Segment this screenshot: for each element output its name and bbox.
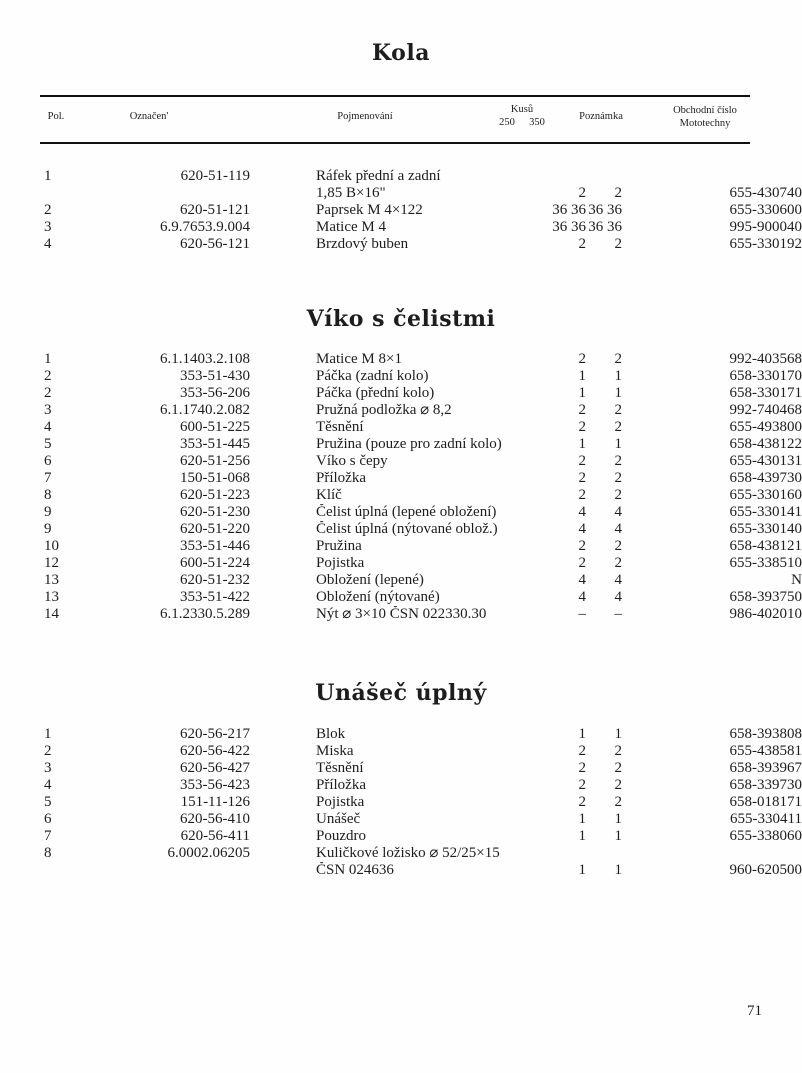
spacer-cell (622, 845, 662, 862)
qty-350-cell: 2 (614, 351, 622, 367)
spacer-cell (250, 743, 316, 760)
part-name-cell: Pojistka (316, 555, 365, 571)
trade-number-cell: 658-393808 (729, 726, 802, 742)
part-code-cell: 620-51-232 (180, 572, 250, 588)
qty-350-cell: 2 (614, 794, 622, 810)
part-name-cell: Pružná podložka ⌀ 8,2 (316, 402, 452, 418)
table-row (44, 828, 802, 845)
table-row (44, 538, 802, 555)
qty-350-cell: 1 (614, 385, 622, 401)
part-code-cell: 620-51-256 (180, 453, 250, 469)
spacer-cell (622, 606, 662, 623)
part-name-cell: Obložení (lepené) (316, 572, 424, 588)
header-obchodni-cislo: Obchodní číslo (673, 105, 737, 116)
qty-350-cell (586, 845, 622, 862)
parts-table-kola (44, 168, 802, 253)
spacer-cell (250, 555, 316, 572)
spacer-cell (622, 555, 662, 572)
part-name-cell: Pružina (pouze pro zadní kolo) (316, 436, 502, 452)
part-code-cell: 620-51-223 (180, 487, 250, 503)
qty-250-cell: 1 (578, 862, 586, 878)
spacer-cell (250, 606, 316, 623)
spacer-cell (250, 760, 316, 777)
part-code-cell: 620-51-119 (180, 168, 250, 184)
header-top-rule (40, 95, 750, 97)
part-code-cell: 353-51-422 (180, 589, 250, 605)
part-code-cell: 600-51-225 (180, 419, 250, 435)
table-row (44, 521, 802, 538)
position-cell: 7 (44, 828, 52, 844)
qty-250-cell: 2 (578, 453, 586, 469)
header-kusu: Kusů (510, 104, 534, 115)
table-row (44, 794, 802, 811)
trade-number-cell: 658-339730 (729, 777, 802, 793)
part-name-cell: Čelist úplná (lepené obložení) (316, 504, 497, 520)
position-cell: 3 (44, 402, 52, 418)
position-cell (44, 862, 74, 879)
qty-350-cell: – (614, 606, 622, 622)
qty-250-cell: 36 36 (552, 202, 586, 218)
position-cell: 2 (44, 743, 52, 759)
spacer-cell (622, 436, 662, 453)
spacer-cell (622, 589, 662, 606)
trade-number-cell: 960-620500 (729, 862, 802, 878)
spacer-cell (250, 385, 316, 402)
qty-350-cell: 4 (614, 589, 622, 605)
position-cell: 2 (44, 368, 52, 384)
spacer-cell (622, 760, 662, 777)
position-cell: 9 (44, 521, 52, 537)
spacer-cell (622, 862, 662, 879)
qty-250-cell: 2 (578, 555, 586, 571)
qty-250-cell: 2 (578, 236, 586, 252)
part-name-cell: Těsnění (316, 419, 364, 435)
part-name-cell: Nýt ⌀ 3×10 ČSN 022330.30 (316, 606, 487, 622)
qty-350-cell: 36 36 (588, 219, 622, 235)
header-pol: Pol. (47, 111, 65, 122)
spacer-cell (250, 538, 316, 555)
qty-350-cell: 2 (614, 402, 622, 418)
qty-350-cell: 1 (614, 862, 622, 878)
position-cell: 8 (44, 845, 52, 861)
header-oznaceni: Označen' (129, 111, 169, 122)
qty-350-cell: 2 (614, 555, 622, 571)
position-cell: 9 (44, 504, 52, 520)
part-name-cell: Ráfek přední a zadní (316, 168, 441, 184)
part-name-cell: Kuličkové ložisko ⌀ 52/25×15 (316, 845, 500, 861)
spacer-cell (622, 470, 662, 487)
qty-250-cell: 2 (578, 487, 586, 503)
part-name-cell: Unášeč (316, 811, 361, 827)
trade-number-cell: 655-330411 (730, 811, 802, 827)
section-title-viko: Víko s čelistmi (306, 306, 496, 332)
parts-table-viko (44, 351, 802, 623)
qty-350-cell: 2 (614, 419, 622, 435)
spacer-cell (250, 862, 316, 879)
spacer-cell (622, 219, 662, 236)
part-code-cell: 620-56-422 (180, 743, 250, 759)
table-row (44, 219, 802, 236)
spacer-cell (622, 538, 662, 555)
part-name-cell: Brzdový buben (316, 236, 409, 252)
table-row (44, 368, 802, 385)
part-name-cell: Paprsek M 4×122 (316, 202, 423, 218)
position-cell: 13 (44, 589, 59, 605)
position-cell: 4 (44, 419, 52, 435)
trade-number-cell: 655-338510 (729, 555, 802, 571)
qty-250-cell: 1 (578, 726, 586, 742)
trade-number-cell: 658-438121 (729, 538, 802, 554)
part-code-cell: 150-51-068 (180, 470, 250, 486)
spacer-cell (622, 453, 662, 470)
position-cell: 10 (44, 538, 59, 554)
part-name-cell: 1,85 B×16" (316, 185, 386, 201)
header-350: 350 (529, 117, 545, 128)
spacer-cell (622, 202, 662, 219)
table-row (44, 185, 802, 202)
qty-350-cell: 2 (614, 487, 622, 503)
part-code-cell: 6.9.7653.9.004 (160, 219, 250, 235)
part-name-cell: Pružina (316, 538, 362, 554)
trade-number-cell: 655-493800 (729, 419, 802, 435)
header-mototechny: Mototechny (679, 118, 731, 129)
part-name-cell: Víko s čepy (316, 453, 388, 469)
trade-number-cell (662, 845, 802, 862)
table-row (44, 606, 802, 623)
table-row (44, 845, 802, 862)
table-row (44, 572, 802, 589)
qty-350-cell: 2 (614, 777, 622, 793)
table-row (44, 811, 802, 828)
spacer-cell (250, 572, 316, 589)
qty-250-cell: 2 (578, 402, 586, 418)
position-cell: 1 (44, 168, 52, 184)
qty-250-cell: 2 (578, 760, 586, 776)
qty-350-cell: 2 (614, 538, 622, 554)
qty-250-cell: 1 (578, 828, 586, 844)
part-code-cell: 353-51-446 (180, 538, 250, 554)
qty-350-cell: 2 (614, 185, 622, 201)
part-code-cell: 620-56-410 (180, 811, 250, 827)
table-row (44, 385, 802, 402)
position-cell (44, 185, 74, 202)
part-code-cell: 6.0002.06205 (167, 845, 250, 861)
qty-250-cell: 1 (578, 436, 586, 452)
section-title-kola: Kola (372, 40, 430, 66)
position-cell: 6 (44, 453, 52, 469)
position-cell: 4 (44, 777, 52, 793)
spacer-cell (250, 777, 316, 794)
spacer-cell (250, 470, 316, 487)
spacer-cell (622, 794, 662, 811)
spacer-cell (250, 521, 316, 538)
position-cell: 7 (44, 470, 52, 486)
position-cell: 3 (44, 219, 52, 235)
part-name-cell: Matice M 4 (316, 219, 386, 235)
spacer-cell (622, 168, 662, 185)
spacer-cell (250, 811, 316, 828)
part-name-cell: Klíč (316, 487, 342, 503)
part-code-cell (74, 862, 250, 879)
part-code-cell: 6.1.2330.5.289 (160, 606, 250, 622)
table-row (44, 777, 802, 794)
spacer-cell (250, 185, 316, 202)
qty-350-cell: 2 (614, 743, 622, 759)
spacer-cell (622, 487, 662, 504)
qty-350-cell: 36 36 (588, 202, 622, 218)
table-row (44, 555, 802, 572)
part-code-cell: 353-56-206 (180, 385, 250, 401)
spacer-cell (250, 419, 316, 436)
header-pojmenovani: Pojmenování (337, 111, 393, 122)
table-row (44, 726, 802, 743)
spacer-cell (622, 521, 662, 538)
spacer-cell (250, 436, 316, 453)
table-row (44, 487, 802, 504)
spacer-cell (250, 453, 316, 470)
part-name-cell: ČSN 024636 (316, 862, 394, 878)
spacer-cell (622, 185, 662, 202)
trade-number-cell: 655-438581 (729, 743, 802, 759)
part-code-cell: 6.1.1403.2.108 (160, 351, 250, 367)
position-cell: 1 (44, 351, 52, 367)
part-code-cell: 620-51-230 (180, 504, 250, 520)
trade-number-cell: 655-430740 (729, 185, 802, 201)
header-bottom-rule (40, 142, 750, 144)
spacer-cell (622, 504, 662, 521)
qty-350-cell: 1 (614, 811, 622, 827)
part-code-cell: 620-56-411 (180, 828, 250, 844)
qty-350-cell: 1 (614, 828, 622, 844)
trade-number-cell: 658-438122 (729, 436, 802, 452)
header-poznamka: Poznámka (579, 111, 623, 122)
qty-250-cell (542, 168, 586, 185)
position-cell: 5 (44, 794, 52, 810)
qty-250-cell: 36 36 (552, 219, 586, 235)
position-cell: 12 (44, 555, 59, 571)
parts-table-unasec (44, 726, 802, 879)
trade-number-cell: 655-430131 (729, 453, 802, 469)
trade-number-cell: 658-018171 (729, 794, 802, 810)
part-name-cell: Blok (316, 726, 346, 742)
qty-250-cell: 4 (578, 589, 586, 605)
page-number: 71 (747, 1003, 762, 1019)
table-row (44, 589, 802, 606)
table-row (44, 402, 802, 419)
spacer-cell (622, 385, 662, 402)
qty-350-cell (586, 168, 622, 185)
spacer-cell (250, 402, 316, 419)
part-code-cell: 353-51-430 (180, 368, 250, 384)
spacer-cell (622, 402, 662, 419)
spacer-cell (622, 811, 662, 828)
part-code-cell: 353-56-423 (180, 777, 250, 793)
spacer-cell (250, 589, 316, 606)
qty-250-cell: 2 (578, 794, 586, 810)
qty-250-cell: 4 (578, 504, 586, 520)
spacer-cell (250, 219, 316, 236)
position-cell: 6 (44, 811, 52, 827)
table-row (44, 168, 802, 185)
part-name-cell: Páčka (zadní kolo) (316, 368, 429, 384)
qty-250-cell: 2 (578, 538, 586, 554)
part-code-cell: 620-51-220 (180, 521, 250, 537)
qty-350-cell: 1 (614, 436, 622, 452)
trade-number-cell: 992-403568 (729, 351, 802, 367)
part-code-cell: 620-56-217 (180, 726, 250, 742)
part-name-cell: Miska (316, 743, 354, 759)
position-cell: 14 (44, 606, 59, 622)
qty-350-cell: 4 (614, 572, 622, 588)
part-code-cell: 600-51-224 (180, 555, 250, 571)
qty-250-cell: 4 (578, 521, 586, 537)
trade-number-cell (662, 168, 802, 185)
table-row (44, 419, 802, 436)
part-name-cell: Pouzdro (316, 828, 366, 844)
qty-250-cell: 2 (578, 351, 586, 367)
table-row (44, 453, 802, 470)
qty-250-cell (542, 845, 586, 862)
part-name-cell: Čelist úplná (nýtované oblož.) (316, 521, 498, 537)
spacer-cell (250, 487, 316, 504)
part-code-cell: 6.1.1740.2.082 (160, 402, 250, 418)
spacer-cell (622, 743, 662, 760)
part-name-cell: Příložka (316, 777, 366, 793)
table-row (44, 504, 802, 521)
trade-number-cell: 655-330600 (729, 202, 802, 218)
position-cell: 2 (44, 202, 52, 218)
qty-350-cell: 4 (614, 504, 622, 520)
qty-350-cell: 2 (614, 453, 622, 469)
trade-number-cell: 655-330192 (729, 236, 802, 252)
spacer-cell (622, 368, 662, 385)
spacer-cell (250, 368, 316, 385)
position-cell: 3 (44, 760, 52, 776)
spacer-cell (622, 572, 662, 589)
position-cell: 13 (44, 572, 59, 588)
trade-number-cell: 658-439730 (729, 470, 802, 486)
spacer-cell (250, 828, 316, 845)
position-cell: 1 (44, 726, 52, 742)
spacer-cell (250, 845, 316, 862)
position-cell: 8 (44, 487, 52, 503)
table-row (44, 743, 802, 760)
spacer-cell (250, 168, 316, 185)
qty-250-cell: 2 (578, 743, 586, 759)
trade-number-cell: 655-330140 (729, 521, 802, 537)
table-row (44, 470, 802, 487)
spacer-cell (250, 236, 316, 253)
qty-350-cell: 4 (614, 521, 622, 537)
spacer-cell (250, 504, 316, 521)
table-row (44, 236, 802, 253)
spacer-cell (622, 419, 662, 436)
qty-250-cell: 2 (578, 419, 586, 435)
qty-250-cell: 1 (578, 368, 586, 384)
qty-350-cell: 1 (614, 368, 622, 384)
part-code-cell: 620-56-121 (180, 236, 250, 252)
table-row (44, 436, 802, 453)
qty-250-cell: 1 (578, 385, 586, 401)
table-row (44, 760, 802, 777)
trade-number-cell: 655-330160 (729, 487, 802, 503)
trade-number-cell: N (791, 572, 802, 588)
part-name-cell: Pojistka (316, 794, 365, 810)
qty-250-cell: 4 (578, 572, 586, 588)
trade-number-cell: 658-393750 (729, 589, 802, 605)
qty-350-cell: 2 (614, 760, 622, 776)
spacer-cell (250, 726, 316, 743)
trade-number-cell: 658-330170 (729, 368, 802, 384)
qty-350-cell: 2 (614, 236, 622, 252)
part-code-cell (74, 185, 250, 202)
position-cell: 4 (44, 236, 52, 252)
qty-250-cell: 2 (578, 470, 586, 486)
part-code-cell: 620-51-121 (180, 202, 250, 218)
qty-250-cell: – (578, 606, 586, 622)
spacer-cell (250, 202, 316, 219)
header-250: 250 (499, 117, 515, 128)
part-code-cell: 151-11-126 (180, 794, 250, 810)
part-name-cell: Těsnění (316, 760, 364, 776)
spacer-cell (622, 777, 662, 794)
spacer-cell (622, 236, 662, 253)
trade-number-cell: 995-900040 (729, 219, 802, 235)
qty-350-cell: 2 (614, 470, 622, 486)
trade-number-cell: 655-338060 (729, 828, 802, 844)
section-title-unasec: Unášeč úplný (315, 680, 487, 706)
part-name-cell: Matice M 8×1 (316, 351, 402, 367)
trade-number-cell: 658-330171 (729, 385, 802, 401)
position-cell: 2 (44, 385, 52, 401)
spacer-cell (622, 726, 662, 743)
qty-250-cell: 2 (578, 185, 586, 201)
qty-350-cell: 1 (614, 726, 622, 742)
spacer-cell (250, 794, 316, 811)
table-row (44, 862, 802, 879)
position-cell: 5 (44, 436, 52, 452)
table-row (44, 202, 802, 219)
part-name-cell: Příložka (316, 470, 366, 486)
qty-250-cell: 2 (578, 777, 586, 793)
spacer-cell (622, 351, 662, 368)
spacer-cell (622, 828, 662, 845)
part-name-cell: Obložení (nýtované) (316, 589, 440, 605)
part-code-cell: 620-56-427 (180, 760, 250, 776)
part-name-cell: Páčka (přední kolo) (316, 385, 435, 401)
trade-number-cell: 658-393967 (729, 760, 802, 776)
trade-number-cell: 992-740468 (729, 402, 802, 418)
part-code-cell: 353-51-445 (180, 436, 250, 452)
trade-number-cell: 655-330141 (729, 504, 802, 520)
trade-number-cell: 986-402010 (729, 606, 802, 622)
spacer-cell (250, 351, 316, 368)
table-row (44, 351, 802, 368)
qty-250-cell: 1 (578, 811, 586, 827)
